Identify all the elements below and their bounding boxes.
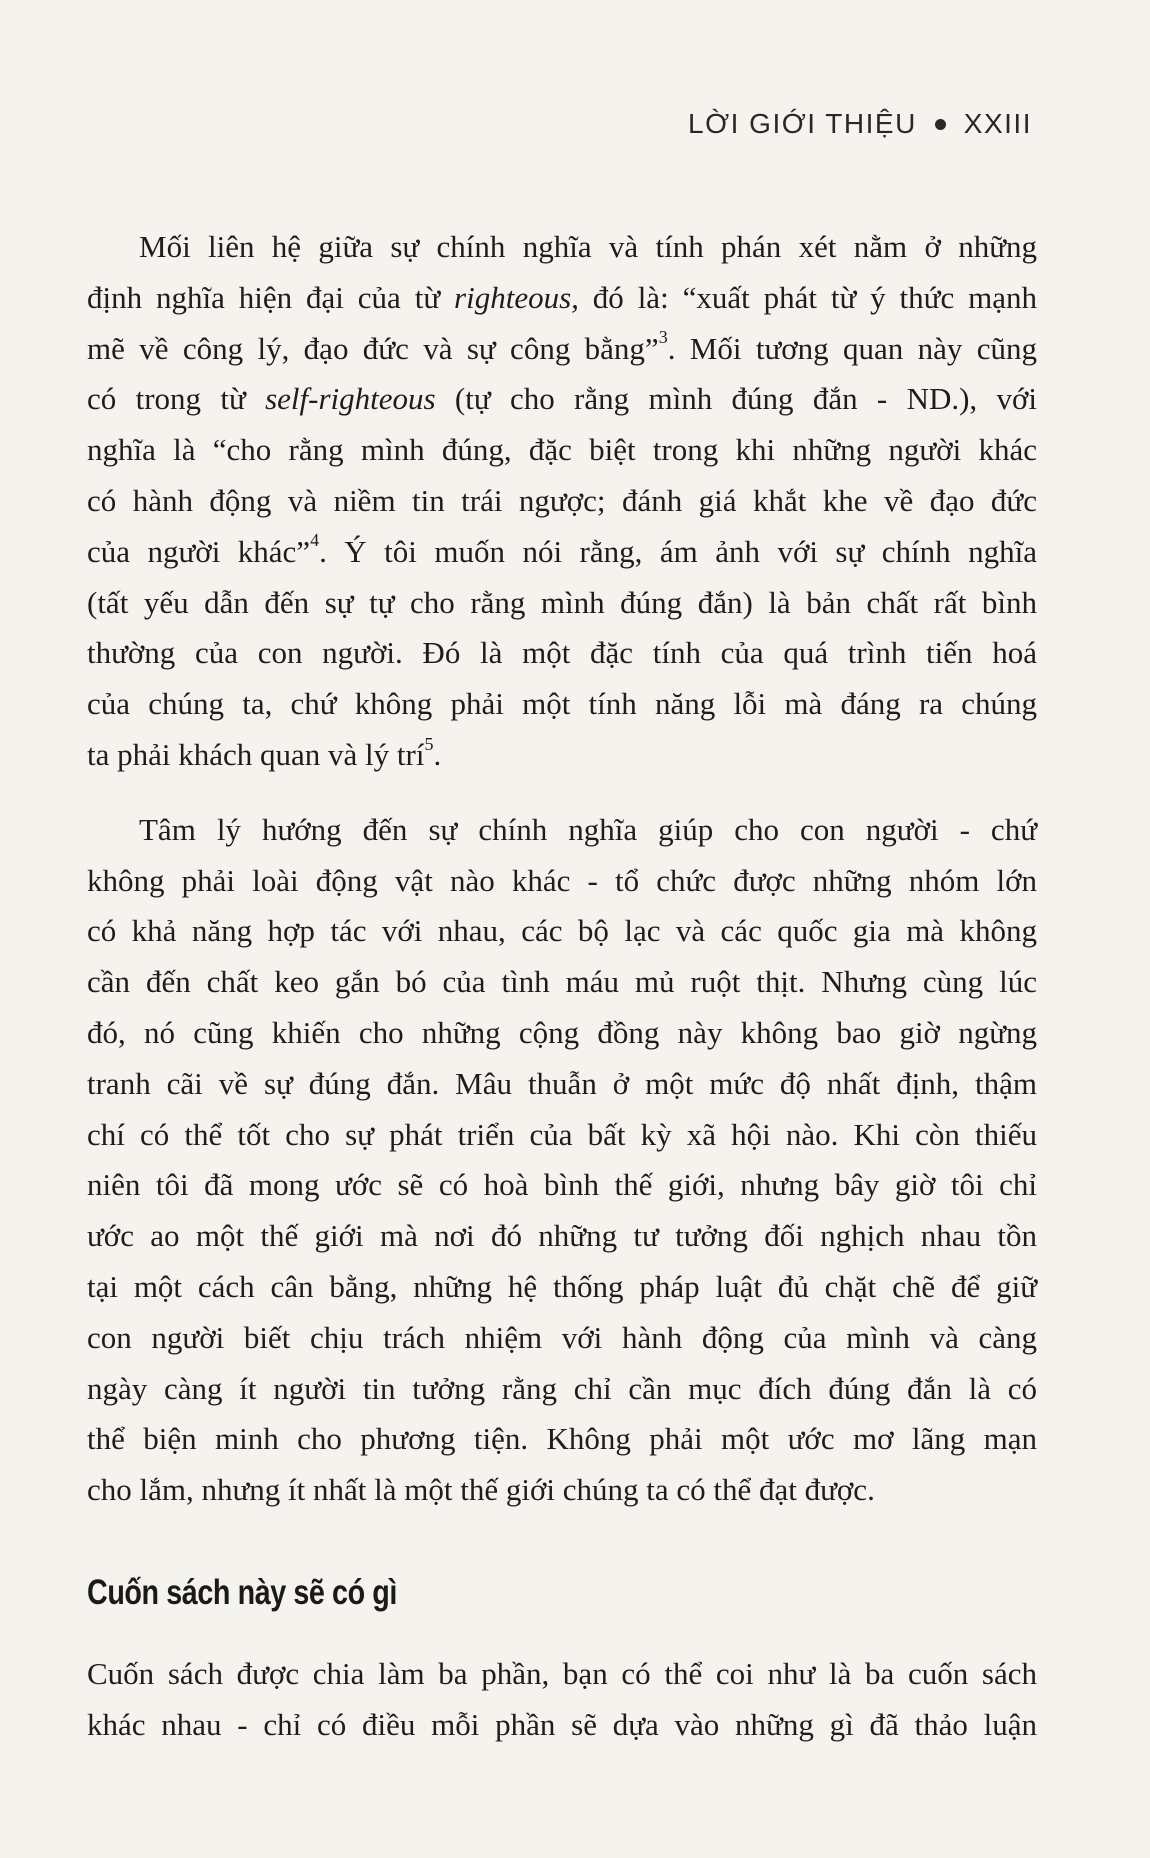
text-line: cần đến chất keo gắn bó của tình máu mủ ruột thịt. Nhưng cùng lúc [87, 964, 1037, 1000]
section-heading: Cuốn sách này sẽ có gì [87, 1573, 397, 1612]
text-line: cho lắm, nhưng ít nhất là một thế giới chúng ta có thể đạt được. [87, 1472, 875, 1508]
text-line: không phải loài động vật nào khác - tổ chức được những nhóm lớn [87, 862, 1037, 898]
paragraph-1 [87, 222, 1037, 781]
text-line: khác nhau - chỉ có điều mỗi phần sẽ dựa vào những gì đã thảo luận [87, 1706, 1037, 1742]
text-line: thể biện minh cho phương tiện. Không phải một ước mơ lãng mạn [87, 1421, 1037, 1457]
text-line: có trong từ self-righteous (tự cho rằng mình đúng đắn - ND.), với [87, 381, 1037, 417]
text-line: có khả năng hợp tác với nhau, các bộ lạc và các quốc gia mà không [87, 913, 1037, 949]
text-line: tranh cãi về sự đúng đắn. Mâu thuẫn ở một mức độ nhất định, thậm [87, 1065, 1037, 1101]
footnote-ref: 3 [658, 327, 668, 348]
text-line: Cuốn sách được chia làm ba phần, bạn có thể coi như là ba cuốn sách [87, 1656, 1037, 1691]
text-line: Tâm lý hướng đến sự chính nghĩa giúp cho con người - chứ [139, 811, 1037, 847]
running-header [688, 108, 1032, 140]
text-line: của chúng ta, chứ không phải một tính năng lỗi mà đáng ra chúng [87, 686, 1037, 722]
footnote-ref: 5 [424, 733, 434, 754]
text-line: nghĩa là “cho rằng mình đúng, đặc biệt trong khi những người khác [87, 432, 1037, 468]
text-line: ước ao một thế giới mà nơi đó những tư tưởng đối nghịch nhau tồn [87, 1218, 1037, 1254]
section-body [87, 1649, 1037, 1751]
text-line: đó, nó cũng khiến cho những cộng đồng này không bao giờ ngừng [87, 1014, 1037, 1050]
text-line: thường của con người. Đó là một đặc tính của quá trình tiến hoá [87, 635, 1037, 671]
text-line: niên tôi đã mong ước sẽ có hoà bình thế giới, nhưng bây giờ tôi chỉ [87, 1167, 1037, 1203]
paragraph-2 [87, 805, 1037, 1516]
body-text [87, 222, 1037, 1540]
text-line: của người khác”$^4$. Ý tôi muốn nói rằng, ám ảnh với sự chính nghĩa [87, 530, 1037, 569]
text-line: có hành động và niềm tin trái ngược; đánh giá khắt khe về đạo đức [87, 482, 1037, 518]
italic-term: self-righteous [265, 381, 436, 417]
text-line: Mối liên hệ giữa sự chính nghĩa và tính phán xét nằm ở những [139, 229, 1037, 264]
text-line: ngày càng ít người tin tưởng rằng chỉ cần mục đích đúng đắn là có [87, 1370, 1037, 1406]
text-line: (tất yếu dẫn đến sự tự cho rằng mình đúng đắn) là bản chất rất bình [87, 584, 1037, 620]
footnote-ref: 4 [310, 530, 320, 551]
text-line: định nghĩa hiện đại của từ righteous, đó là: “xuất phát từ ý thức mạnh [87, 279, 1037, 315]
bullet-separator-icon [935, 119, 946, 130]
italic-term: righteous, [454, 279, 579, 315]
page-number: XXIII [963, 108, 1032, 139]
text-line: mẽ về công lý, đạo đức và sự công bằng”$^3$. Mối tương quan này cũng [87, 327, 1038, 366]
text-line: chí có thể tốt cho sự phát triển của bất kỳ xã hội nào. Khi còn thiếu [87, 1116, 1037, 1152]
text-line: ta phải khách quan và lý trí$^5$. [87, 733, 442, 772]
running-title: LỜI GIỚI THIỆU [688, 108, 917, 139]
text-line: con người biết chịu trách nhiệm với hành động của mình và càng [87, 1319, 1037, 1355]
text-line: tại một cách cân bằng, những hệ thống pháp luật đủ chặt chẽ để giữ [87, 1268, 1037, 1304]
